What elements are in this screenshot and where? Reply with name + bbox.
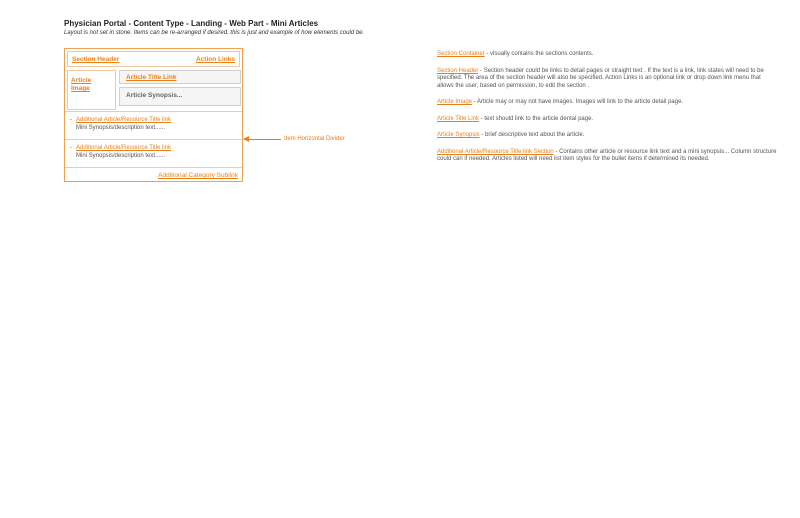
page-subtitle: Layout is not set in stone. Items can be re-arranged if desired. this is just and example of how elements could be. (64, 30, 365, 36)
note-additional-section (437, 149, 777, 164)
item-divider (65, 111, 242, 112)
bullet: - (70, 145, 72, 151)
note-term: Article Image (437, 99, 473, 105)
section-header-link[interactable]: Section Header (72, 56, 120, 63)
note-article-synopsis (437, 132, 777, 140)
list-item (70, 144, 171, 160)
additional-article-link[interactable]: Additional Article/Resource Title link (76, 117, 172, 123)
note-article-image (437, 99, 777, 107)
annotation-notes (437, 51, 777, 173)
note-term: Article Synopsis (437, 132, 480, 138)
mini-synopsis: Mini Synopsis/description text...... (76, 125, 166, 131)
note-term: Section Header (437, 67, 479, 74)
article-image-label-2: Image (71, 85, 90, 92)
section-container (64, 48, 243, 182)
page-title: Physician Portal - Content Type - Landing - Web Part - Mini Articles (64, 19, 319, 28)
additional-article-link[interactable]: Additional Article/Resource Title link (76, 145, 172, 151)
note-text: - Contains other article or resource link text and a mini synopsis... Column structure could can if needed. Articles listed will need list item styles for the bullet items if determined its needed. (437, 148, 777, 162)
note-text: - brief descriptive text about the article. (479, 132, 585, 138)
article-image-label-1: Article (71, 77, 92, 84)
article-title-link[interactable]: Article Title Link (126, 74, 177, 81)
note-section-container (437, 51, 777, 59)
note-term: Section Container (437, 51, 485, 57)
note-term: Article Title Link (437, 115, 480, 122)
article-image[interactable] (67, 70, 116, 110)
item-divider (65, 167, 242, 168)
article-title-box (119, 70, 241, 84)
action-links[interactable]: Action Links (195, 56, 235, 63)
note-text: - Section header could be links to detail pages or straight text . If the text is a link, link states will need to be specified. The area of the section header will also be specified. Action Links is an optional link or drop down link menu that allows the user, based on permission, to edit the section . (437, 67, 764, 89)
arrow-line (244, 139, 281, 140)
section-header-bar (67, 51, 240, 67)
list-item (70, 116, 171, 132)
divider-callout-label: Item Horizontal Divider (284, 136, 345, 142)
note-text: - Article may or may not have images. Images will link to the article detail page. (472, 99, 684, 105)
note-text: - visually contains the sections contents. (484, 51, 594, 57)
item-divider (65, 139, 242, 140)
note-text: - text should link to the article dental page. (479, 115, 594, 122)
note-article-title-link (437, 116, 777, 124)
mini-synopsis: Mini Synopsis/description text...... (76, 153, 166, 159)
note-term: Additional Article/Resource Title link Section (437, 148, 554, 155)
bullet: - (70, 117, 72, 123)
note-section-header (437, 68, 777, 91)
category-sublink[interactable]: Additional Category Sublink (158, 172, 238, 179)
article-synopsis: Article Synopsis... (119, 87, 241, 106)
